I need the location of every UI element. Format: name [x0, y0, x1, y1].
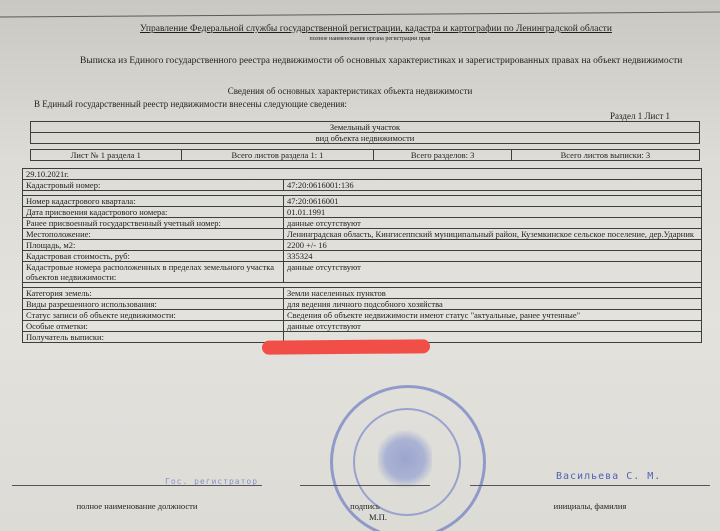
object-name: Земельный участок — [31, 122, 700, 133]
field-value: 47:20:0616001 — [284, 196, 702, 207]
table-row — [23, 229, 702, 240]
field-label: Виды разрешенного использования: — [23, 299, 284, 310]
position-stamp: Гос. регистратор — [165, 477, 259, 486]
field-label: Ранее присвоенный государственный учетный номер: — [23, 218, 284, 229]
field-label: Кадастровая стоимость, руб: — [23, 251, 284, 262]
section-sheets: Всего листов раздела 1: 1 — [181, 150, 374, 161]
total-sections: Всего разделов: 3 — [374, 150, 511, 161]
name-caption: инициалы, фамилия — [553, 501, 627, 511]
seal-place-label: М.П. — [369, 512, 387, 522]
characteristics-table — [22, 168, 702, 343]
field-value: Земли населенных пунктов — [284, 288, 702, 299]
table-row — [23, 240, 702, 251]
field-label: Кадастровые номера расположенных в пределах земельного участка объектов недвижимости: — [23, 262, 284, 283]
field-value: данные отсутствуют — [284, 321, 702, 332]
table-row — [23, 180, 702, 191]
field-label: Дата присвоения кадастрового номера: — [23, 207, 284, 218]
agency-name: Управление Федеральной службы государственной регистрации, кадастра и картографии по Ленинградской области — [140, 24, 612, 34]
field-value: для ведения личного подсобного хозяйства — [284, 299, 702, 310]
agency-caption: полное наименование органа регистрации прав — [309, 36, 431, 42]
field-label: Номер кадастрового квартала: — [23, 196, 284, 207]
field-value: 47:20:0616001:136 — [284, 180, 702, 191]
page-reference: Раздел 1 Лист 1 — [610, 111, 671, 121]
object-kind-table — [30, 121, 700, 144]
field-label: Получатель выписки: — [23, 332, 284, 343]
field-label: Особые отметки: — [23, 321, 284, 332]
field-value: данные отсутствуют — [284, 218, 702, 229]
extract-date: 29.10.2021г. — [23, 169, 702, 180]
table-row — [23, 207, 702, 218]
redaction-mark — [262, 339, 430, 354]
field-value: Сведения об объекте недвижимости имеют статус "актуальные, ранее учтенные" — [284, 310, 702, 321]
field-label: Кадастровый номер: — [23, 180, 284, 191]
field-label: Статус записи об объекте недвижимости: — [23, 310, 284, 321]
position-line — [12, 485, 262, 498]
object-kind-label: вид объекта недвижимости — [31, 133, 700, 144]
seal-emblem — [378, 430, 432, 488]
intro-text: В Единый государственный реестр недвижимости внесены следующие сведения: — [34, 99, 347, 109]
field-value: 2200 +/- 16 — [284, 240, 702, 251]
table-row — [23, 196, 702, 207]
name-line — [470, 485, 710, 498]
table-row — [23, 321, 702, 332]
signature-line — [300, 485, 430, 498]
table-row — [23, 218, 702, 229]
signature-caption: подпись — [350, 501, 380, 511]
field-label: Категория земель: — [23, 288, 284, 299]
signer-name: Васильева С. М. — [556, 471, 662, 482]
field-value: 335324 — [284, 251, 702, 262]
field-value: данные отсутствуют — [284, 262, 702, 283]
sheet-number: Лист № 1 раздела 1 — [31, 150, 182, 161]
position-caption: полное наименование должности — [76, 501, 198, 511]
table-row — [23, 310, 702, 321]
table-row — [23, 299, 702, 310]
field-label: Площадь, м2: — [23, 240, 284, 251]
extract-title: Выписка из Единого государственного реестра недвижимости об основных характеристиках и зарегистрированных правах на объект недвижимости — [80, 56, 683, 66]
field-label: Местоположение: — [23, 229, 284, 240]
field-value: 01.01.1991 — [284, 207, 702, 218]
section-title: Сведения об основных характеристиках объекта недвижимости — [227, 86, 473, 96]
field-value: Ленинградская область, Кингисеппский муниципальный район, Куземкинское сельское поселение, дер.Ударник — [284, 229, 702, 240]
table-row — [23, 251, 702, 262]
table-row — [23, 288, 702, 299]
top-rule — [0, 11, 720, 17]
extract-sheets: Всего листов выписки: 3 — [511, 150, 699, 161]
table-row — [23, 262, 702, 283]
sheet-info-table — [30, 149, 700, 161]
